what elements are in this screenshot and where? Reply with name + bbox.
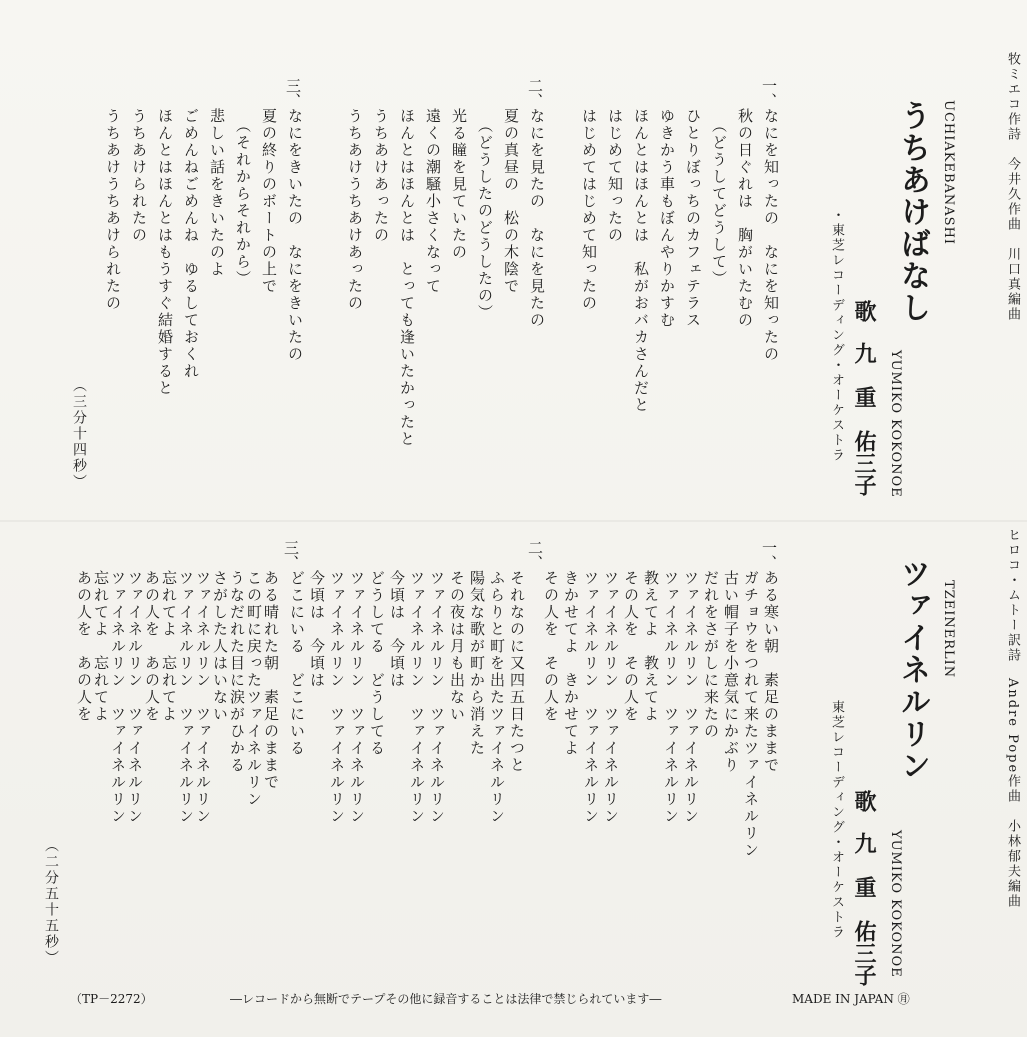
song1-verse2-line: 遠くの潮騒小さくなって	[424, 108, 442, 295]
song2-verse2-line: ツァイネルリン ツァイネルリン	[428, 570, 446, 825]
song2-verse3-line: さがした人はいない	[211, 570, 229, 723]
song2-verse2-line: どこにいる どこにいる	[288, 570, 306, 757]
song2-verse3-line: ある晴れた朝 素足のままで	[262, 570, 280, 791]
song2-verse1-line: ガチョウをつれて来たツァイネルリン	[742, 570, 760, 859]
song1-verse3-num: 三、	[284, 78, 302, 108]
song1-verse2-line: （どうしたのどうしたの）	[476, 108, 494, 322]
song2-verse1-line: だれをさがしに来たの	[702, 570, 720, 740]
song1-verse1-line: ほんとはほんとは 私がおバカさんだと	[632, 108, 650, 414]
song2-verse2-line: 陽気な歌が町から消えた	[468, 570, 486, 757]
song2-verse3-line: 忘れてよ 忘れてよ	[160, 570, 178, 723]
song1-verse3-line: ごめんねごめんね ゆるしておくれ	[182, 108, 200, 380]
song2-verse2-line: その夜は月も出ない	[448, 570, 466, 723]
song2-singer-label: 歌	[851, 790, 877, 812]
song2-verse3-line: あの人を あの人を	[143, 570, 161, 723]
song2-verse2-line: ふらりと町を出たツァイネルリン	[488, 570, 506, 825]
song1-verse2-num: 二、	[526, 78, 544, 108]
song2-verse2-line: どうしてる どうしてる	[368, 570, 386, 757]
song2-romaji: TZEINERLIN	[941, 580, 956, 679]
song1-verse1-line: なにを知ったの なにを知ったの	[762, 108, 780, 363]
song1-verse1-line: ひとりぼっちのカフェテラス	[684, 108, 702, 329]
song2-verse3-line: この町に戻ったツァイネルリン	[245, 570, 263, 808]
song1-verse1-line: はじめて知ったの	[606, 108, 624, 244]
song1-singer-name: 九 重 佑三子	[851, 342, 877, 496]
catalog-number: （TP－2272）	[70, 992, 153, 1006]
song1-romaji: UCHIAKEBANASHI	[941, 100, 956, 246]
song2-verse3-line: あの人を あの人を	[75, 570, 93, 723]
song2-verse1-line: その人を その人を	[542, 570, 560, 723]
song2-title: ツァイネルリン	[895, 558, 930, 782]
song1-verse1-line: 秋の日ぐれは 胸がいたむの	[736, 108, 754, 329]
song1-verse1-line: （どうしてどうして）	[710, 108, 728, 288]
song2-verse1-line: 教えてよ 教えてよ	[642, 570, 660, 723]
song1-verse3-line: 悲しい話をきいたのよ	[208, 108, 226, 278]
song2-verse1-line: きかせてよ きかせてよ	[562, 570, 580, 757]
song1-verse3-line: うちあけられたの	[130, 108, 148, 244]
song2-verse2-line: ツァイネルリン ツァイネルリン	[408, 570, 426, 825]
song1-orchestra: ・東芝レコーディング・オーケストラ	[829, 208, 844, 463]
song2-verse1-line: 古い帽子を小意気にかぶり	[722, 570, 740, 774]
song1-singer-label: 歌	[851, 300, 877, 322]
song1-verse3-line: （それからそれから）	[234, 108, 252, 288]
song1-verse2-line: うちあけうちあけあったの	[346, 108, 364, 312]
fold-line	[0, 520, 1027, 522]
song1-duration: （三分十四秒）	[71, 378, 87, 490]
song2-singer-name: 九 重 佑三子	[851, 832, 877, 986]
song2-verse3-num: 三、	[282, 540, 300, 570]
song1-verse1-line: はじめてはじめて知ったの	[580, 108, 598, 312]
song2-credits: ヒロコ・ムトー訳詩 Andre Pope作曲 小林郁夫編曲	[1005, 528, 1020, 910]
song2-orchestra: 東芝レコーディング・オーケストラ	[829, 700, 844, 940]
song1-verse2-line: ほんとはほんとは とっても逢いたかったと	[398, 108, 416, 448]
song2-verse2-line: それなのに又四五日たつと	[508, 570, 526, 774]
song2-verse3-line: ツァイネルリン ツァイネルリン	[177, 570, 195, 825]
song1-verse1-line: ゆきかう車もぼんやりかすむ	[658, 108, 676, 329]
song1-title: うちあけばなし	[895, 100, 930, 324]
copyright-notice: ―レコードから無断でテープその他に録音することは法律で禁じられています―	[230, 992, 662, 1006]
song1-verse2-line: なにを見たの なにを見たの	[528, 108, 546, 329]
song2-verse1-line: その人を その人を	[622, 570, 640, 723]
song2-verse2-line: 今頃は 今頃は	[388, 570, 406, 689]
song2-verse1-line: ツァイネルリン ツァイネルリン	[602, 570, 620, 825]
song1-verse3-line: うちあけうちあけられたの	[104, 108, 122, 312]
song2-verse2-line: 今頃は 今頃は	[308, 570, 326, 689]
song2-verse1-line: ある寒い朝 素足のままで	[762, 570, 780, 774]
song1-credits: 牧ミエコ作詩 今井久作曲 川口真編曲	[1005, 52, 1020, 322]
song1-verse3-line: ほんとはほんとはもうすぐ結婚すると	[156, 108, 174, 397]
song1-verse1-num: 一、	[760, 78, 778, 108]
song2-verse3-line: うなだれた目に涙がひかる	[228, 570, 246, 774]
made-in-japan: MADE IN JAPAN ㊊	[792, 992, 910, 1006]
song2-verse1-line: ツァイネルリン ツァイネルリン	[682, 570, 700, 825]
song1-verse2-line: 光る瞳を見ていたの	[450, 108, 468, 261]
song1-verse2-line: 夏の真昼の 松の木陰で	[502, 108, 520, 295]
song2-verse3-line: ツァイネルリン ツァイネルリン	[126, 570, 144, 825]
song2-singer-romaji: YUMIKO KOKONOE	[888, 830, 903, 978]
song2-verse1-num: 一、	[760, 540, 778, 570]
song1-verse3-line: 夏の終りのボートの上で	[260, 108, 278, 295]
song2-verse2-num: 二、	[526, 540, 544, 570]
song2-verse1-line: ツァイネルリン ツァイネルリン	[582, 570, 600, 825]
song2-verse3-line: 忘れてよ 忘れてよ	[92, 570, 110, 723]
song2-verse2-line: ツァイネルリン ツァイネルリン	[348, 570, 366, 825]
song1-verse2-line: うちあけあったの	[372, 108, 390, 244]
song1-verse3-line: なにをきいたの なにをきいたの	[286, 108, 304, 363]
song1-singer-romaji: YUMIKO KOKONOE	[888, 350, 903, 498]
song2-duration: （二分五十五秒）	[43, 838, 59, 966]
song2-verse1-line: ツァイネルリン ツァイネルリン	[662, 570, 680, 825]
song2-verse2-line: ツァイネルリン ツァイネルリン	[328, 570, 346, 825]
song2-verse3-line: ツァイネルリン ツァイネルリン	[194, 570, 212, 825]
song2-verse3-line: ツァイネルリン ツァイネルリン	[109, 570, 127, 825]
